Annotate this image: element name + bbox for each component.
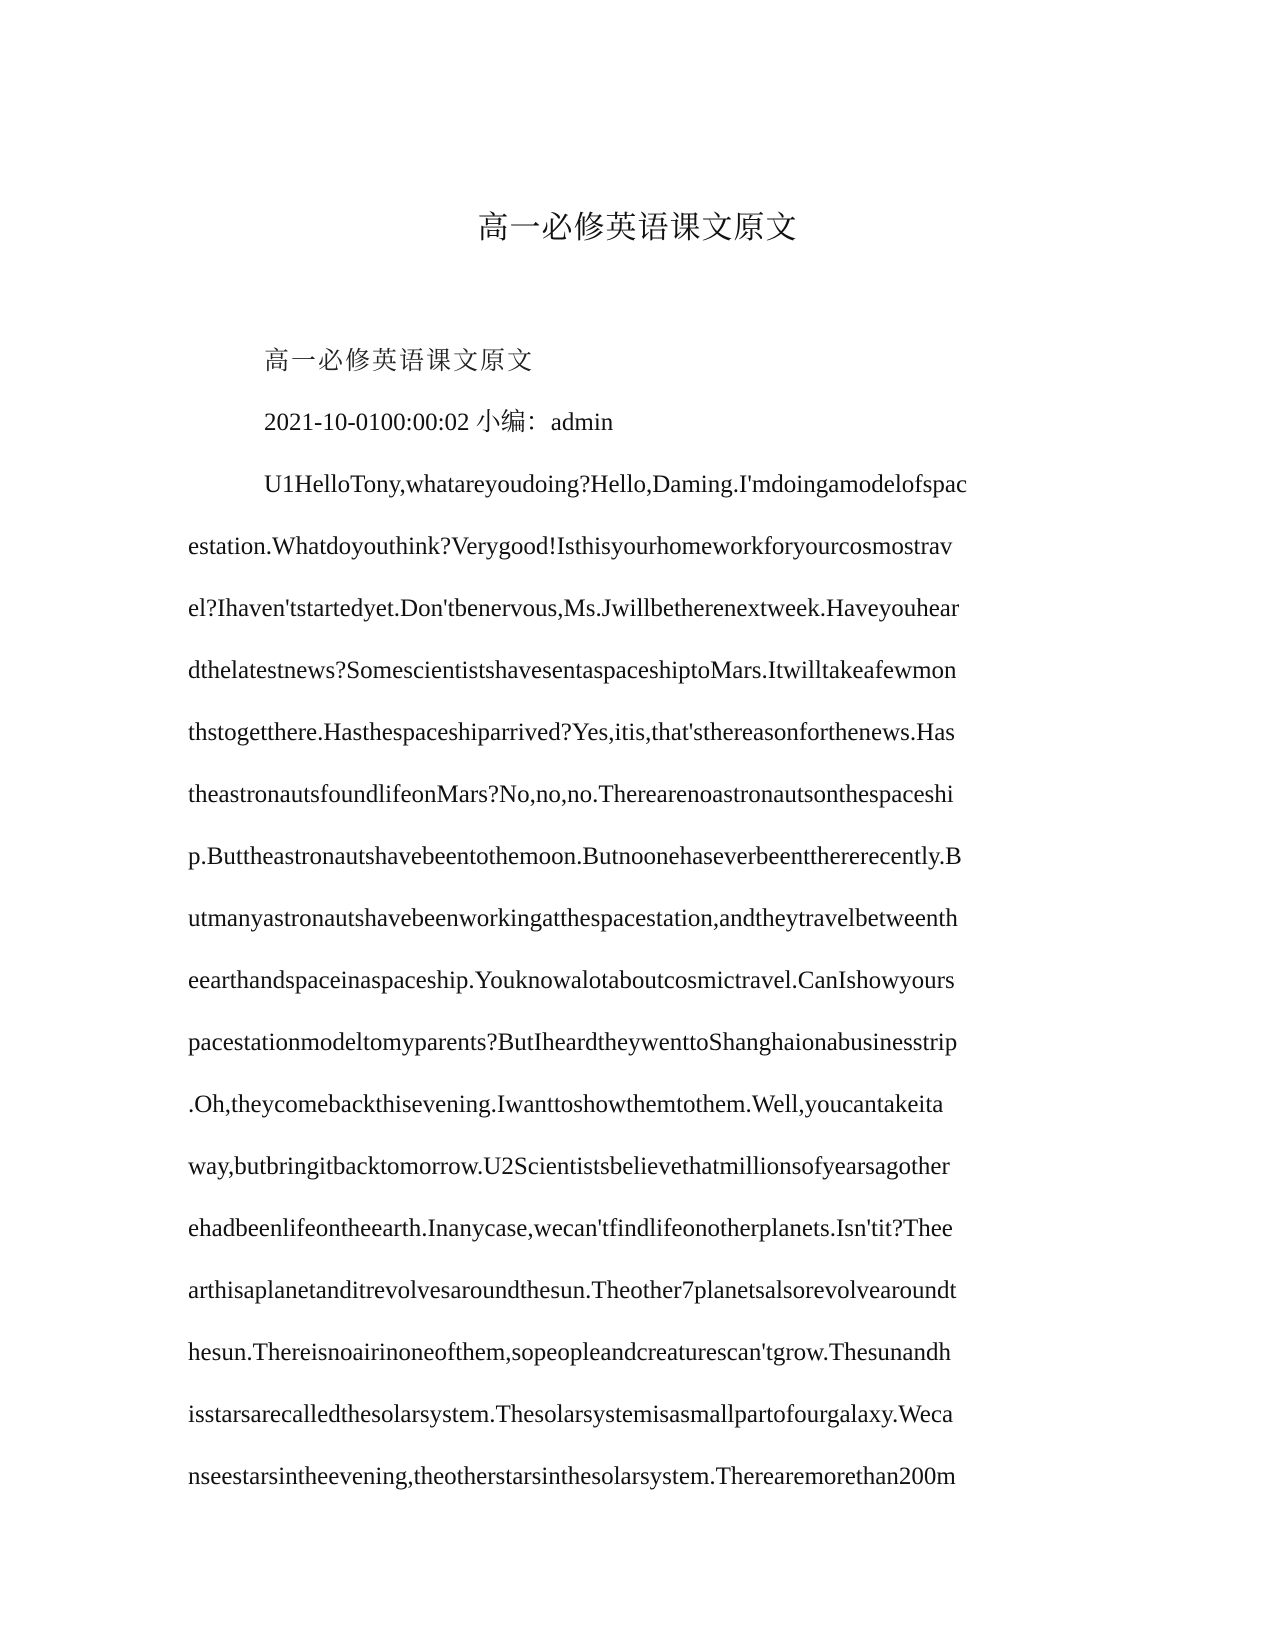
document-title: 高一必修英语课文原文 <box>477 210 798 246</box>
paragraph <box>188 454 1088 1508</box>
paragraph-line: dthelatestnews?SomescientistshavesentaspaceshiptoMars.Itwilltakeafewmon <box>188 657 957 684</box>
paragraph-line: pacestationmodeltomyparents?ButIheardtheywenttoShanghaionabusinesstrip <box>188 1029 958 1056</box>
paragraph-line: arthisaplanetanditrevolvesaroundthesun.Theother7planetsalsorevolvearoundt <box>188 1277 957 1304</box>
paragraph-line: way,butbringitbacktomorrow.U2Scientistsbelievethatmillionsofyearsagother <box>188 1153 950 1180</box>
paragraph-line: estation.Whatdoyouthink?Verygood!Isthisyourhomeworkforyourcosmostrav <box>188 533 953 560</box>
paragraph-line: nseestarsintheevening,theotherstarsinthesolarsystem.Therearemorethan200m <box>188 1463 956 1490</box>
paragraph-line: isstarsarecalledthesolarsystem.Thesolarsystemisasmallpartofourgalaxy.Weca <box>188 1401 954 1428</box>
paragraph-line: hesun.Thereisnoairinoneofthem,sopeopleandcreaturescan'tgrow.Thesunandh <box>188 1339 952 1366</box>
paragraph-line: .Oh,theycomebackthisevening.Iwanttoshowthemtothem.Well,youcantakeita <box>188 1091 944 1118</box>
paragraph-line: U1HelloTony,whatareyoudoing?Hello,Daming.I'mdoingamodelofspac <box>264 471 968 498</box>
paragraph-line: theastronautsfoundlifeonMars?No,no,no.Therearenoastronautsonthespaceshi <box>188 781 954 808</box>
document-meta-line: 2021-10-0100:00:02 小编：admin <box>264 409 614 436</box>
document-subtitle: 高一必修英语课文原文 <box>264 346 535 375</box>
paragraph-line: eearthandspaceinaspaceship.Youknowalotaboutcosmictravel.CanIshowyours <box>188 967 955 994</box>
paragraph-line: p.Buttheastronautshavebeentothemoon.Butnoonehaseverbeentthererecently.B <box>188 843 962 870</box>
paragraph-line: utmanyastronautshavebeenworkingatthespacestation,andtheytravelbetweenth <box>188 905 958 932</box>
document-body <box>188 330 1088 1508</box>
paragraph-line: ehadbeenlifeontheearth.Inanycase,wecan'tfindlifeonotherplanets.Isn'tit?Thee <box>188 1215 953 1242</box>
paragraph-line: thstogetthere.Hasthespaceshiparrived?Yes,itis,that'sthereasonforthenews.Has <box>188 719 956 746</box>
paragraph-line: el?Ihaven'tstartedyet.Don'tbenervous,Ms.Jwillbetherenextweek.Haveyouhear <box>188 595 960 622</box>
